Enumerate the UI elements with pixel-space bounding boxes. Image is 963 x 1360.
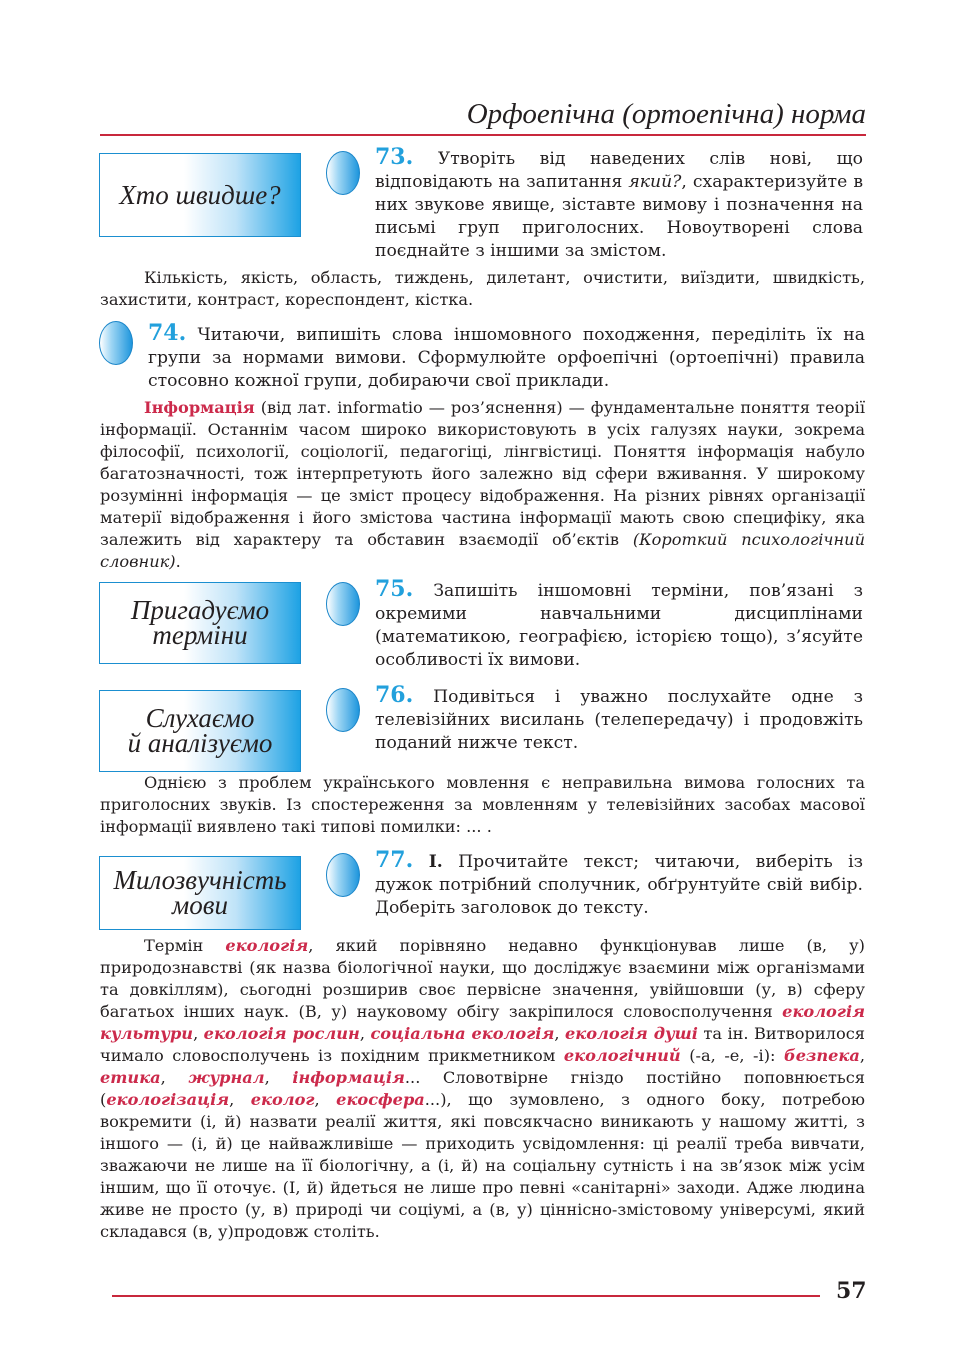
task-74: [148, 322, 865, 393]
paragraph-ekologiia: [100, 935, 865, 1243]
highlighted-word: екологія культури: [100, 1002, 865, 1043]
rubric-label: терміни: [152, 620, 248, 650]
task-text: , схарактеризуйте в них звукове явище, зіставте вимову і позначення на письмі груп приголосних. Новоутворені слова поєднайте з іншими за змістом.: [375, 172, 863, 261]
highlighted-word: екологія рослин: [203, 1024, 360, 1043]
task-marker-icon: [326, 853, 360, 897]
highlighted-word: журнал: [188, 1068, 265, 1087]
rubric-sluhaiemo-analizuiemo: [99, 690, 301, 772]
rubric-label: Хто швидше?: [119, 179, 281, 210]
task-76: [375, 684, 863, 755]
punctuation: ,: [229, 1090, 251, 1109]
rubric-label: Пригадуємо: [130, 595, 270, 625]
paragraph-tv-speech: Однією з проблем українського мовлення є неправильна вимова голосних та приголосних звуків. Із спостереження за мовленням у телевізійних засобах масової інформації виявлено такі типові помилки: ... .: [100, 773, 865, 836]
highlighted-word: етика: [100, 1068, 161, 1087]
punctuation: ,: [264, 1068, 293, 1087]
rubric-label: Слухаємо: [145, 703, 255, 733]
task-text-italic: який?: [628, 172, 682, 192]
task-number: 77.: [375, 847, 414, 873]
task-number: 73.: [375, 144, 414, 170]
task-marker-icon: [326, 151, 360, 195]
paragraph-text: (-а, -е, -і):: [680, 1046, 784, 1065]
highlighted-word: безпека: [784, 1046, 860, 1065]
rubric-label: й аналізуємо: [127, 728, 273, 758]
task-73: [375, 146, 863, 263]
task-text: Утворіть від наведених слів нові, що відповідають на запитання: [375, 149, 863, 192]
part-number: I.: [428, 852, 443, 872]
rubric-label: Милозвучність: [113, 865, 287, 895]
punctuation: ,: [359, 1024, 371, 1043]
highlighted-word: екосфера: [336, 1090, 425, 1109]
rubric-label: мови: [172, 890, 228, 920]
highlighted-word: екологічний: [563, 1046, 681, 1065]
highlighted-word: інформація: [292, 1068, 405, 1087]
paragraph-text: ... Словотвірне гніздо постійно поповнюється (: [100, 1068, 866, 1109]
highlighted-word: екологія: [225, 936, 309, 955]
paragraph-word-list: Кількість, якість, область, тиждень, дилетант, очистити, виїздити, швидкість, захистити, контраст, кореспондент, кістка.: [100, 268, 865, 309]
rubric-prygaduiemo-terminy: [99, 582, 301, 664]
paragraph-text: та ін. Витворилося чимало словосполучень із похідним прикметником: [100, 1024, 865, 1065]
punctuation: ,: [314, 1090, 337, 1109]
rubric-mylozvuchnist-movy: [99, 856, 301, 930]
task-number: 76.: [375, 682, 414, 708]
task-75: [375, 578, 863, 672]
task-77: [375, 849, 863, 920]
header-rule: [100, 134, 866, 136]
paragraph-text: Термін: [144, 936, 226, 955]
term-highlight: Інформація: [144, 398, 255, 417]
running-header: Орфоепічна (ортоепічна) норма: [466, 98, 866, 130]
punctuation: ,: [859, 1046, 865, 1065]
punctuation: ,: [193, 1024, 204, 1043]
highlighted-word: екологізація: [106, 1090, 230, 1109]
task-text: Прочитайте текст; читаючи, виберіть із дужок потрібний сполучник, обґрунтуйте свій вибір. Доберіть заголовок до тексту.: [375, 852, 864, 918]
highlighted-word: еколог: [250, 1090, 315, 1109]
task-marker-icon: [99, 321, 133, 365]
punctuation: ,: [160, 1068, 189, 1087]
task-text: Читаючи, випишіть слова іншомовного походження, переділіть їх на групи за нормами вимови. Сформулюйте орфоепічні (ортоепічні) правила стосовно кожної групи, добираючи свої приклади.: [148, 325, 866, 391]
highlighted-word: екологія душі: [564, 1024, 698, 1043]
footer-rule: [112, 1295, 820, 1297]
paragraph-text: .: [175, 552, 181, 571]
highlighted-word: соціальна екологія: [370, 1024, 555, 1043]
paragraph-text: (від лат. informatio — роз’яснення) — фундаментальне поняття теорії інформації. Останнім часом широко використовують в усіх галузях науки, зокрема філософії, психології, соціології, педагогіці, лінгвістиці. Поняття інформація набуло багатозначності, тож інтерпретують його залежно від сфери вживання. У широкому розумінні інформація — це зміст процесу відображення. На різних рівнях організації матерії відображення і його змістова частина інформації мають свою специфіку, яка залежить від характеру та обставин взаємодії об’єктів: [100, 398, 865, 549]
task-text: Подивіться і уважно послухайте одне з телевізійних висилань (телепередачу) і продовжіть поданий нижче текст.: [375, 687, 863, 753]
task-number: 74.: [148, 320, 187, 346]
task-text: Запишіть іншомовні терміни, пов’язані з окремими навчальними дисциплінами (математикою, географією, історією тощо), з’ясуйте особливості їх вимови.: [375, 581, 863, 670]
punctuation: ,: [554, 1024, 565, 1043]
task-marker-icon: [326, 688, 360, 732]
source-citation: (Короткий психологічний словник): [100, 530, 865, 571]
paragraph-informatsiia: [100, 397, 865, 573]
page-number: 57: [836, 1278, 867, 1304]
paragraph-text: , який порівняно недавно функціонував лише (в, у) природознавстві (як назва біологічної науки, що досліджує взаємини між організмами та довкіллям), сьогодні розширив своє первісне значення, увійшовши (у, в) сферу багатьох інших наук. (В, у) науковому обігу закріпилося словосполучення: [100, 936, 865, 1021]
task-number: 75.: [375, 576, 414, 602]
task-marker-icon: [326, 582, 360, 626]
rubric-hto-shvydshe: [99, 153, 301, 237]
paragraph-text: ...), що зумовлено, з одного боку, потребою вокремити (і, й) назвати реалії життя, які повсякчасно виникають у нашому житті, з іншого — (і, й) це найважливіше — приходить усвідомлення: ці реалії треба вивчати, зважаючи не лише на її біологічну, а (і, й) на соціальну сутність і на зв’язок між усім іншим, що її оточує. (І, й) йдеться не лише про певні «санітарні» заходи. Адже людина живе не просто (у, в) природі чи соціумі, а (в, у) ціннісно-змістовому універсумі, який складався (в, у)продовж століть.: [100, 1090, 866, 1241]
